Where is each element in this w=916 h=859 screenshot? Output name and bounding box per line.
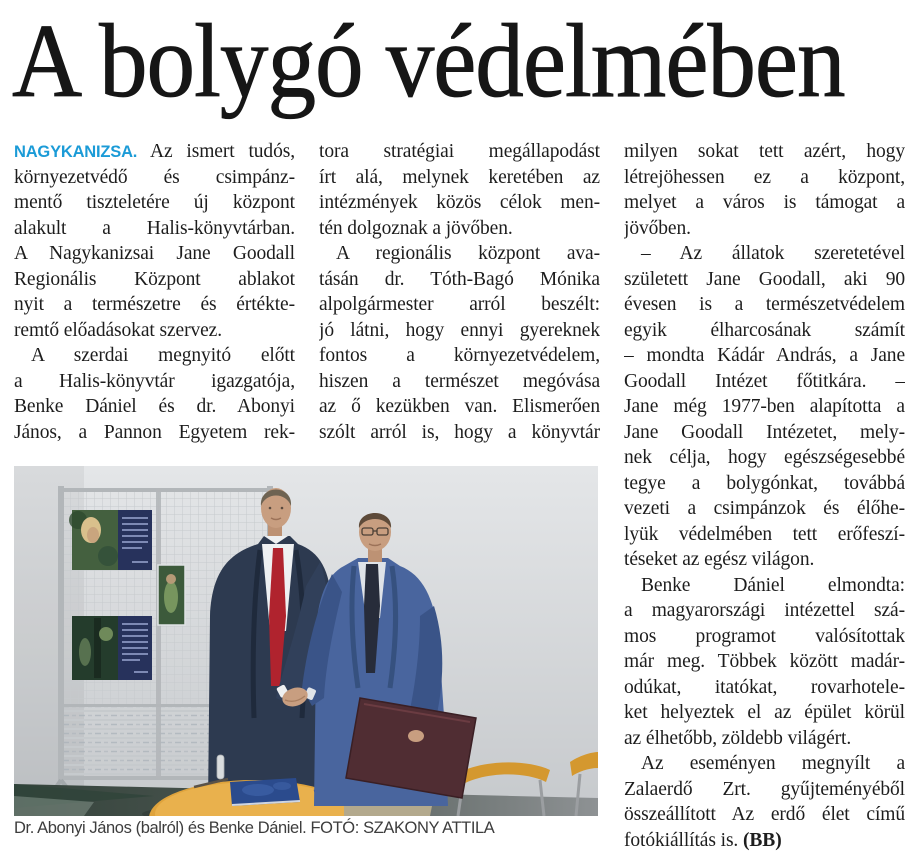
article-line: Jane Goodall Intézetet, mely- (624, 421, 905, 443)
article-line: ket helyeztek el az épület körül (624, 702, 905, 723)
article-line: fotókiállítás is. (BB) (624, 829, 782, 851)
article-line: összeállított Az erdő élet című (624, 804, 905, 825)
handshake-photo (14, 466, 598, 816)
article-line: intézmények közös célok men- (319, 192, 600, 213)
article-line: A regionális központ ava- (336, 243, 600, 264)
article-line: NAGYKANIZSA. Az ismert tudós, (14, 141, 295, 162)
article-line: mentő tiszteletére új központ (14, 192, 295, 213)
article-line: az ő kezükben van. Elismerően (319, 396, 600, 417)
article-line: Az eseményen megnyílt a (641, 753, 905, 774)
article-line: tegye a bolygónkat, továbbá (624, 472, 905, 494)
article-line: született Jane Goodall, aki 90 (624, 268, 905, 290)
article-headline: A bolygó védelmében (12, 4, 845, 120)
article-line: alpolgármester arról beszélt: (319, 294, 600, 315)
stand-panel-jane (69, 510, 152, 570)
blue-book (230, 778, 300, 806)
article-line: remtő előadásokat szervez. (14, 319, 223, 341)
article-line: létrejöhessen ez a központ, (624, 166, 905, 188)
stand-panel-green (158, 565, 185, 625)
article-line: Regionális Központ ablakot (14, 268, 295, 290)
person-right-hand (408, 730, 424, 742)
article-line: mos programot valósítottak (624, 625, 905, 647)
article-line: alakult a Halis-könyvtárban. (14, 217, 295, 239)
stand-top-bar (60, 488, 272, 492)
article-line: jövőben. (624, 217, 691, 239)
article-line: melyet a város is támogat a (624, 192, 905, 213)
article-line: fontos a környezetvédelem, (319, 345, 600, 366)
article-line: milyen sokat tett azért, hogy (624, 141, 905, 162)
article-line: jó látni, hogy ennyi gyereknek (319, 319, 600, 341)
article-line: tén dolgoznak a jövőben. (319, 217, 513, 239)
glue-stick (217, 755, 224, 779)
article-line: Jane még 1977-ben alapította a (624, 396, 905, 417)
article-line: tásán dr. Tóth-Bagó Mónika (319, 268, 600, 290)
article-line: – mondta Kádár András, a Jane (624, 345, 905, 366)
article-line: lyük védelmében tett erőfeszí- (624, 523, 905, 545)
article-line: nek célja, hogy egészségesebbé (624, 447, 905, 468)
article-line: téseket az egész világon. (624, 549, 815, 570)
article-line: odúkat, itatókat, rovarhotele- (624, 676, 905, 698)
article-line: Benke Dániel és dr. Abonyi (14, 396, 295, 417)
article-line: – Az állatok szeretetével (641, 243, 905, 264)
article-photo (14, 466, 598, 838)
article-line: a Halis-könyvtár igazgatója, (14, 370, 295, 392)
article-line: az élhetőbb, zöldebb világért. (624, 727, 852, 749)
stand-post-left (58, 486, 64, 802)
article-line: hiszen a természet megóvása (319, 370, 600, 392)
article-line: szólt arról is, hogy a könyvtár (319, 421, 600, 443)
article-line: tora stratégiai megállapodást (319, 141, 600, 162)
article-line: A szerdai megnyitó előtt (31, 345, 295, 366)
article-line: környezetvédő és csimpánz- (14, 166, 295, 188)
article-line: egyik élharcosának számít (624, 319, 905, 341)
article-line: nyit a természetre és értékte- (14, 294, 295, 315)
article-line: Goodall Intézet főtitkára. – (624, 370, 905, 392)
article-line: János, a Pannon Egyetem rek- (14, 421, 295, 443)
stand-post-mid (156, 488, 161, 778)
article-line: a magyarországi intézettel szá- (624, 600, 905, 621)
caption-credit: FOTÓ: SZAKONY ATTILA (310, 819, 495, 837)
article-line: már meg. Többek között madár- (624, 651, 905, 672)
article-column-3 (624, 139, 905, 853)
article-line: Benke Dániel elmondta: (641, 574, 905, 596)
article-line: vezeti a csimpánzok és élőhe- (624, 498, 905, 519)
photo-caption (14, 819, 598, 838)
stand-panel-forest (72, 616, 152, 680)
article-line: írt alá, melynek keretében az (319, 166, 600, 188)
article-line: évesen is a természetvédelem (624, 294, 905, 315)
caption-text: Dr. Abonyi János (balról) és Benke Dániel. (14, 819, 311, 837)
article-line: Zalaerdő Zrt. gyűjteményéből (624, 778, 905, 800)
article-line: A Nagykanizsai Jane Goodall (14, 243, 295, 264)
